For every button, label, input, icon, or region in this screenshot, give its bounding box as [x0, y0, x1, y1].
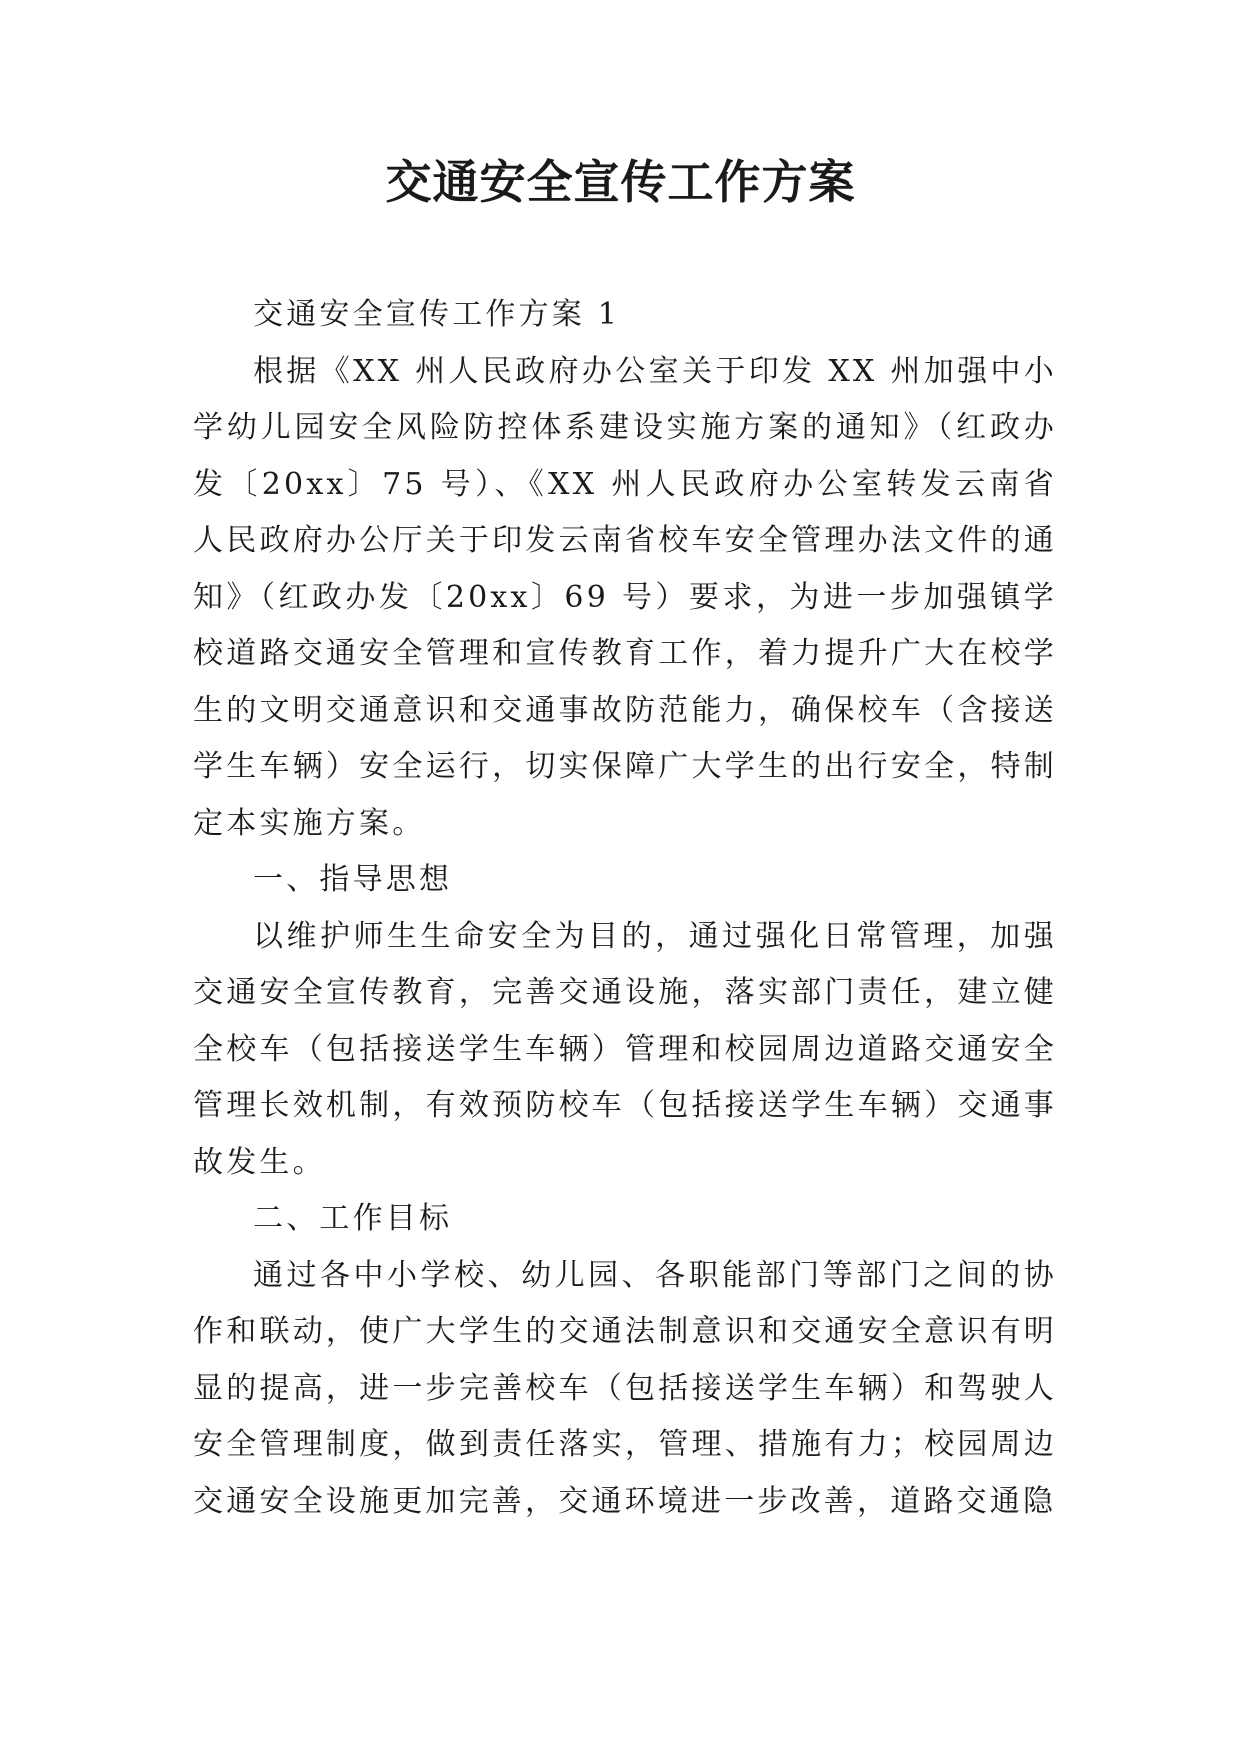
- section-subtitle: 交通安全宣传工作方案 1: [253, 297, 621, 332]
- work-goals-paragraph: 通过各中小学校、幼儿园、各职能部门等部门之间的协作和联动，使广大学生的交通法制意识和交通安全意识有明显的提高，进一步完善校车（包括接送学生车辆）和驾驶人安全管理制度，做到责任落实，管理、措施有力；校园周边交通安全设施更加完善，交通环境进一步改善，道路交通隐: [193, 1257, 1057, 1519]
- section-heading-guiding-ideology: 一、指导思想: [253, 862, 453, 897]
- intro-paragraph: 根据《XX 州人民政府办公室关于印发 XX 州加强中小学幼儿园安全风险防控体系建设实施方案的通知》（红政办发〔20xx〕75 号）、《XX 州人民政府办公室转发云南省人民政府办公厅关于印发云南省校车安全管理办法文件的通知》（红政办发〔20xx〕69 号）要求，为进一步加强镇学校道路交通安全管理和宣传教育工作，着力提升广大在校学生的文明交通意识和交通事故防范能力，确保校车（含接送学生车辆）安全运行，切实保障广大学生的出行安全，特制定本实施方案。: [193, 353, 1057, 841]
- section-heading-work-goals: 二、工作目标: [253, 1201, 453, 1236]
- guiding-ideology-paragraph: 以维护师生生命安全为目的，通过强化日常管理，加强交通安全宣传教育，完善交通设施，落实部门责任，建立健全校车（包括接送学生车辆）管理和校园周边道路交通安全管理长效机制，有效预防校车（包括接送学生车辆）交通事故发生。: [193, 918, 1057, 1180]
- document-title: 交通安全宣传工作方案: [385, 155, 856, 209]
- document-body: [193, 287, 1057, 1530]
